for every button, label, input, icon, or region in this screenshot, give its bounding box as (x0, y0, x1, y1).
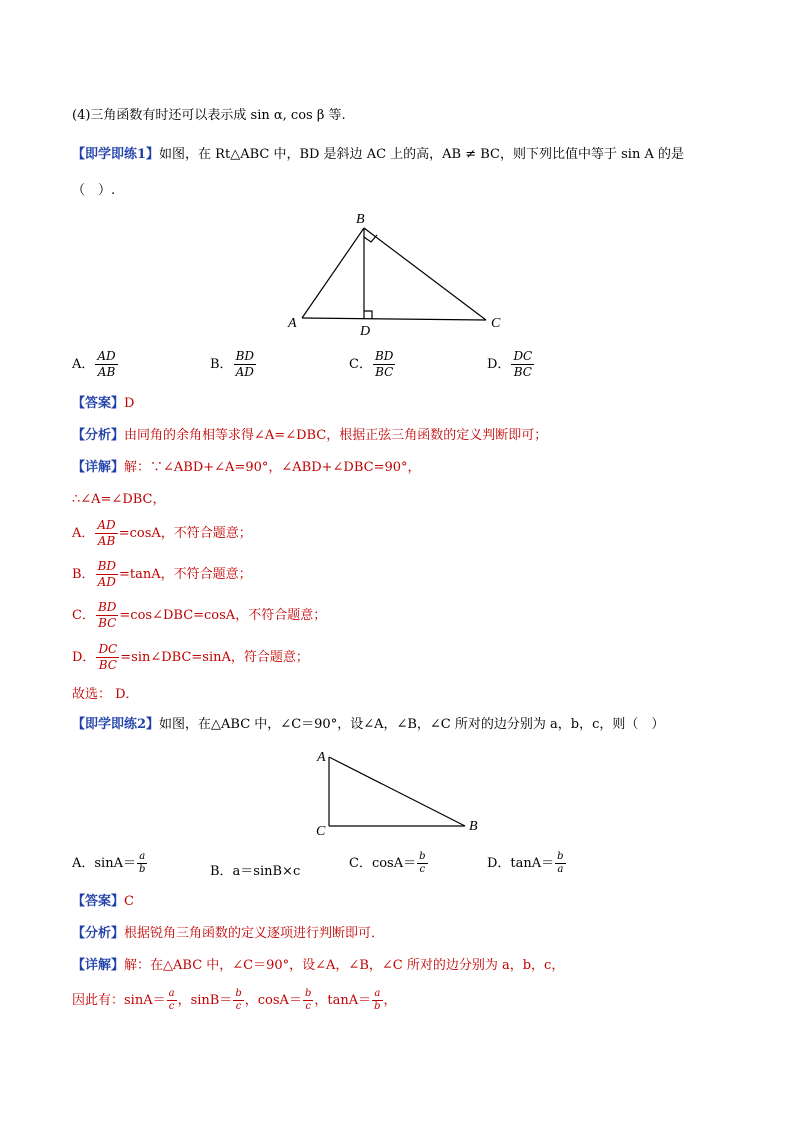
ex1-detail-item-b (72, 559, 252, 590)
frac-den: AD (235, 365, 254, 379)
ex1-answer (72, 396, 134, 412)
frac-num: b (304, 988, 312, 999)
result-lhs: tanA＝ (327, 993, 372, 1008)
frac-den: a (557, 864, 564, 875)
result-sep: ， (314, 993, 328, 1008)
ex2-label-a: A (317, 750, 326, 765)
frac-den: c (419, 864, 426, 875)
result-sinb (190, 988, 258, 1012)
frac-num: BD (374, 349, 394, 363)
ex1-option-a[interactable] (72, 349, 119, 380)
frac-num: a (168, 988, 175, 999)
item-label: A． (72, 526, 95, 541)
option-label: D．tanA＝ (487, 856, 555, 871)
ex1-question-bracket: （ ）. (72, 183, 116, 198)
ex1-option-b[interactable] (210, 349, 257, 380)
ex1-side-ab (302, 228, 364, 318)
ex1-analysis (72, 428, 547, 444)
option-label: B． (210, 357, 233, 372)
item-text: =cosA，不符合题意； (118, 526, 252, 541)
option-label: C． (349, 357, 372, 372)
result-lhs: cosA＝ (257, 993, 302, 1008)
frac-den: c (305, 1001, 311, 1012)
frac-den: BC (98, 658, 117, 672)
ex1-tag: 【即学即练1】 (72, 147, 160, 162)
ex2-detail-line1 (72, 958, 564, 974)
ex1-detail-item-d (72, 642, 309, 673)
frac-num: BD (97, 600, 117, 614)
ex1-detail-item-a (72, 518, 252, 549)
ex2-option-b[interactable]: B．a＝sinB×c (210, 864, 301, 879)
ex1-figure (280, 208, 520, 340)
ex1-detail-line2: ∴∠A=∠DBC， (72, 492, 166, 507)
answer-tag: 【答案】 (72, 396, 125, 411)
detail-text: 解：∵∠ABD+∠A=90°，∠ABD+∠DBC=90°， (124, 460, 421, 475)
frac-num: b (419, 851, 426, 862)
frac-num: DC (98, 642, 118, 656)
ex1-side-bc (364, 228, 486, 320)
frac-den: BC (98, 616, 117, 630)
ex2-option-a[interactable] (72, 851, 148, 876)
ex1-detail-item-c (72, 600, 326, 631)
ex1-label-c: C (491, 316, 501, 331)
ex2-question (72, 717, 664, 733)
frac-den: BC (513, 365, 532, 379)
ex2-option-c[interactable] (349, 851, 429, 876)
ex2-answer (72, 894, 134, 910)
analysis-text: 根据锐角三角函数的定义逐项进行判断即可． (124, 926, 385, 941)
frac-num: a (372, 988, 382, 1001)
item-label: C． (72, 608, 95, 623)
analysis-tag: 【分析】 (72, 926, 125, 941)
frac-num: DC (513, 349, 533, 363)
result-sep: ， (244, 993, 258, 1008)
ex2-analysis (72, 926, 384, 942)
ex1-option-d[interactable] (487, 349, 535, 380)
ex2-results (72, 988, 397, 1013)
ex2-question-text: 如图，在△ABC 中，∠C＝90°，设∠A，∠B，∠C 所对的边分别为 a，b，c，则（ ） (159, 717, 665, 732)
ex1-choose: 故选： D． (72, 687, 139, 702)
analysis-text: 由同角的余角相等求得∠A=∠DBC，根据正弦三角函数的定义判断即可； (124, 428, 548, 443)
frac-num: BD (97, 559, 117, 573)
frac-den: AB (97, 534, 116, 548)
detail-tag: 【详解】 (72, 460, 125, 475)
result-sina (124, 988, 191, 1012)
frac-num: BD (235, 349, 255, 363)
ex2-label-c: C (316, 824, 326, 839)
ex2-tag: 【即学即练2】 (72, 717, 160, 732)
analysis-tag: 【分析】 (72, 428, 125, 443)
frac-num: AD (97, 349, 116, 363)
frac-den: b (138, 864, 146, 875)
ex1-option-c[interactable] (349, 349, 396, 380)
result-tana (327, 988, 397, 1012)
frac-den: c (168, 1001, 175, 1012)
result-lhs: sinA＝ (124, 993, 166, 1008)
ex1-question-text: 如图，在 Rt△ABC 中，BD 是斜边 AC 上的高，AB ≠ BC，则下列比值中等于 sin A 的是 (159, 147, 684, 162)
ex2-side-ab (329, 757, 465, 826)
ex2-figure (310, 745, 490, 839)
result-sep: ， (177, 993, 191, 1008)
item-text: =cos∠DBC=cosA，不符合题意； (119, 608, 327, 623)
answer-value: C (124, 894, 134, 909)
intro-line: (4)三角函数有时还可以表示成 sin α, cos β 等. (72, 108, 346, 123)
ex1-detail-line1 (72, 460, 421, 476)
ex1-right-angle-d (364, 311, 372, 319)
frac-den: AD (97, 575, 116, 589)
item-text: =sin∠DBC=sinA，符合题意； (120, 650, 309, 665)
frac-den: AB (97, 365, 116, 379)
detail-tag: 【详解】 (72, 958, 125, 973)
item-text: =tanA，不符合题意； (119, 567, 252, 582)
result-sep: ， (383, 993, 397, 1008)
frac-den: c (235, 1001, 242, 1012)
frac-num: AD (97, 518, 116, 532)
ex1-label-a: A (288, 316, 297, 331)
ex2-label-b: B (469, 819, 478, 834)
option-label: A． (72, 357, 95, 372)
answer-value: D (124, 396, 135, 411)
item-label: D． (72, 650, 96, 665)
frac-num: b (557, 851, 564, 862)
ex1-label-d: D (360, 324, 371, 339)
ex2-option-d[interactable] (487, 851, 567, 876)
result-lhs: sinB＝ (190, 993, 233, 1008)
option-label: D． (487, 357, 511, 372)
option-label: A．sinA＝ (72, 856, 136, 871)
therefore-text: 因此有： (72, 993, 125, 1008)
frac-num: b (235, 988, 242, 999)
ex1-side-ac (302, 318, 486, 320)
frac-den: BC (375, 365, 394, 379)
answer-tag: 【答案】 (72, 894, 125, 909)
frac-den: b (374, 1001, 381, 1012)
ex1-question (72, 147, 684, 163)
item-label: B． (72, 567, 95, 582)
detail-text: 解：在△ABC 中，∠C＝90°，设∠A，∠B，∠C 所对的边分别为 a，b，c， (124, 958, 565, 973)
option-label: C．cosA＝ (349, 856, 417, 871)
result-cosa (257, 988, 328, 1012)
frac-num: a (137, 851, 147, 864)
ex1-label-b: B (356, 212, 365, 227)
